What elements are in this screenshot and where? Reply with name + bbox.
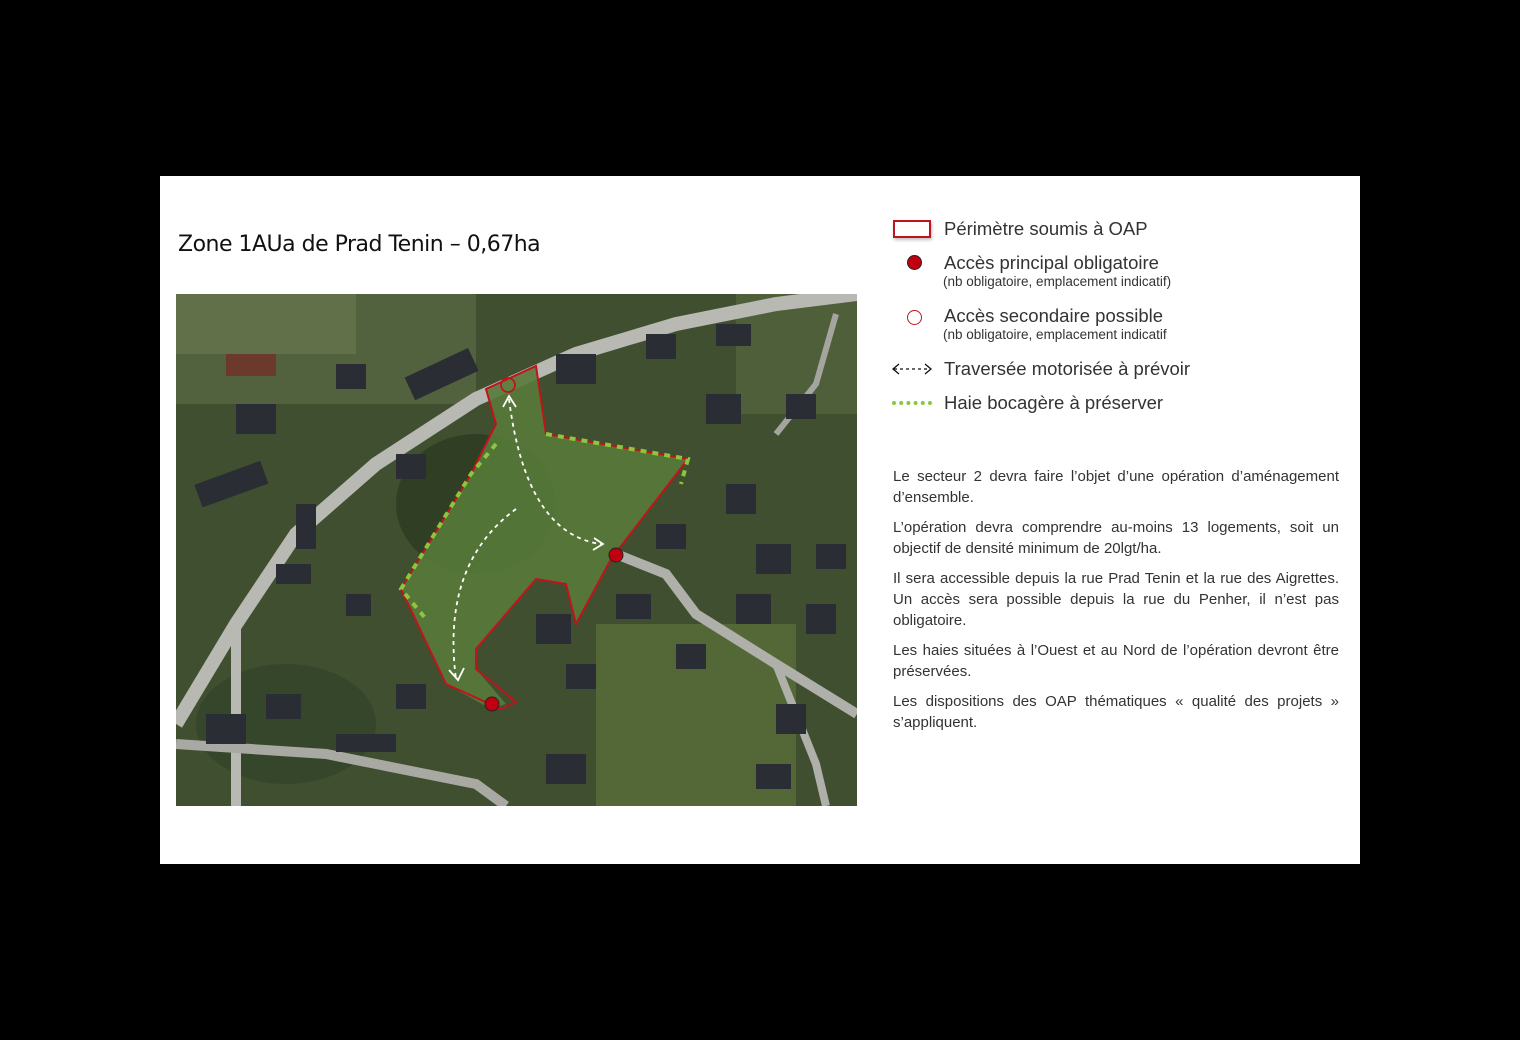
building	[336, 734, 396, 752]
building	[226, 354, 276, 376]
building	[756, 764, 791, 789]
building	[816, 544, 846, 569]
building	[346, 594, 371, 616]
secondary-access-circle-icon	[890, 305, 944, 327]
building	[566, 664, 596, 689]
main-access-east	[609, 548, 623, 562]
legend-perimeter: Périmètre soumis à OAP	[890, 218, 1148, 240]
building	[336, 364, 366, 389]
main-access-south	[485, 697, 499, 711]
description-paragraph: Les dispositions des OAP thématiques « qualité des projets » s’appliquent.	[893, 693, 1339, 731]
zone-title: Zone 1AUa de Prad Tenin – 0,67ha	[178, 232, 541, 257]
legend-hedge: Haie bocagère à préserver	[890, 392, 1163, 414]
map-canvas	[176, 294, 857, 806]
building	[236, 404, 276, 434]
hedge-dotted-line-icon	[890, 392, 944, 414]
main-access-dot-icon	[890, 252, 944, 274]
building	[716, 324, 751, 346]
description-paragraph: Le secteur 2 devra faire l’objet d’une opération d’aménagement d’ensemble.	[893, 468, 1339, 506]
description-paragraph: Il sera accessible depuis la rue Prad Tenin et la rue des Aigrettes. Un accès sera possible depuis la rue du Penher, il n’est pas obligatoire.	[893, 570, 1339, 629]
building	[276, 564, 311, 584]
building	[536, 614, 571, 644]
building	[396, 454, 426, 479]
building	[556, 354, 596, 384]
building	[546, 754, 586, 784]
building	[736, 594, 771, 624]
oap-slide	[160, 176, 1360, 864]
legend-secondary-access: Accès secondaire possible (nb obligatoire, emplacement indicatif	[890, 305, 1167, 343]
building	[806, 604, 836, 634]
gardens-northwest	[176, 294, 356, 354]
building	[676, 644, 706, 669]
building	[266, 694, 301, 719]
building	[206, 714, 246, 744]
zone-description	[893, 466, 1339, 742]
legend-main-access: Accès principal obligatoire (nb obligatoire, emplacement indicatif)	[890, 252, 1171, 290]
building	[616, 594, 651, 619]
building	[786, 394, 816, 419]
building	[646, 334, 676, 359]
building	[296, 504, 316, 549]
building	[726, 484, 756, 514]
double-arrow-icon	[890, 358, 944, 380]
legend-crossing: Traversée motorisée à prévoir	[890, 358, 1190, 380]
building	[756, 544, 791, 574]
building	[706, 394, 741, 424]
aerial-map	[176, 294, 857, 806]
description-paragraph: L’opération devra comprendre au-moins 13 logements, soit un objectif de densité minimum de 20lgt/ha.	[893, 519, 1339, 557]
building	[396, 684, 426, 709]
building	[656, 524, 686, 549]
building	[776, 704, 806, 734]
description-paragraph: Les haies situées à l’Ouest et au Nord de l’opération devront être préservées.	[893, 642, 1339, 680]
perimeter-swatch-icon	[890, 218, 944, 240]
